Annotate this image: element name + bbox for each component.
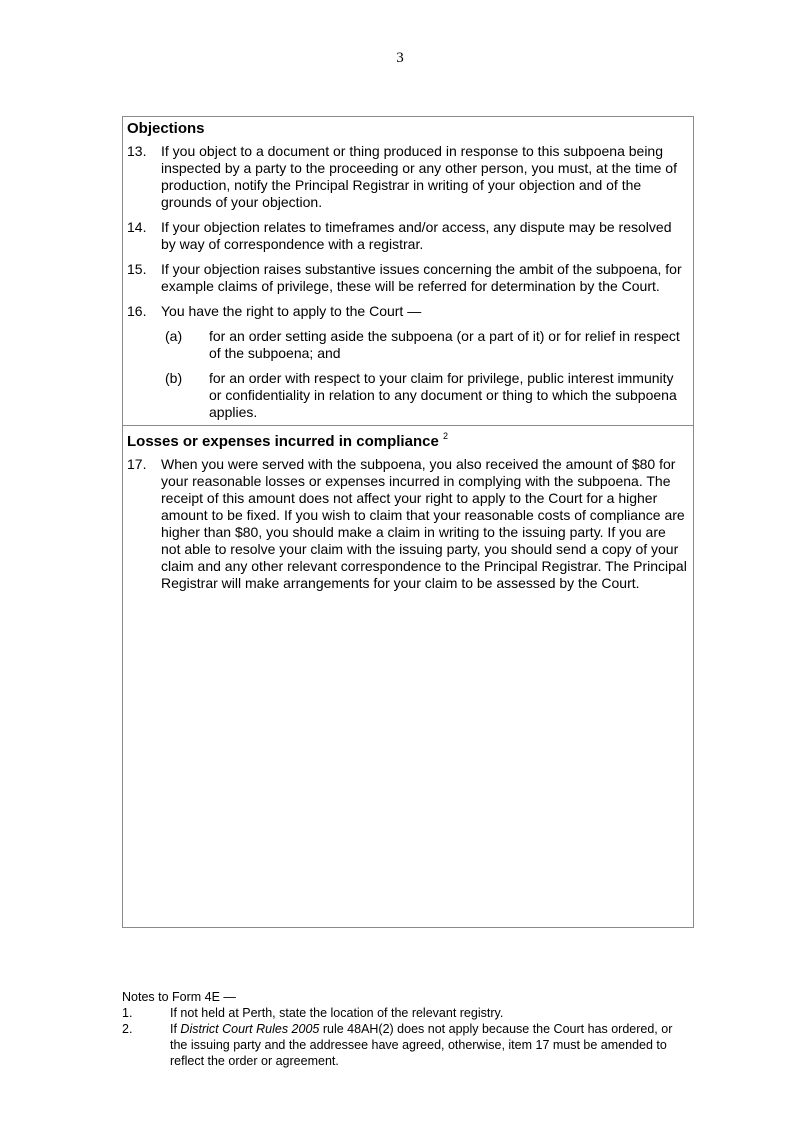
note-number: 1. [122, 1006, 133, 1020]
sub-item-text: for an order with respect to your claim for privilege, public interest immunity or confidentiality in relation to any document or thing to which the subpoena applies. [209, 370, 677, 420]
note-item [122, 1021, 692, 1069]
note-text: If not held at Perth, state the location of the relevant registry. [170, 1006, 504, 1020]
form-notes [122, 989, 692, 1069]
item-number: 15. [127, 261, 147, 277]
list-item [127, 303, 693, 421]
list-item [127, 261, 693, 295]
item-text: If your objection raises substantive issues concerning the ambit of the subpoena, for example claims of privilege, these will be referred for determination by the Court. [161, 261, 682, 294]
note-item [122, 1005, 692, 1021]
note-number: 2. [122, 1022, 133, 1036]
item-text: When you were served with the subpoena, you also received the amount of $80 for your reasonable losses or expenses incurred in complying with the subpoena. The receipt of this amount does not affect your right to apply to the Court for a higher amount to be fixed. If you wish to claim that your reasonable costs of compliance are higher than $80, you should make a claim in writing to the issuing party. If you are not able to resolve your claim with the issuing party, you should send a copy of your claim and any other relevant correspondence to the Principal Registrar. The Principal Registrar will make arrangements for your claim to be assessed by the Court. [161, 456, 687, 591]
sub-list-item [161, 370, 687, 421]
item-number: 16. [127, 303, 147, 319]
sub-item-letter: (a) [165, 328, 183, 344]
item-text: If you object to a document or thing produced in response to this subpoena being inspected by a party to the proceeding or any other person, you must, at the time of production, notify the Principal Registrar in writing of your objection and of the grounds of your objection. [161, 143, 677, 210]
note-text-start: If [170, 1022, 181, 1036]
objections-section [123, 117, 693, 426]
sub-item-letter: (b) [165, 370, 183, 386]
item-number: 13. [127, 143, 147, 159]
item-number: 14. [127, 219, 147, 235]
list-item [127, 219, 693, 253]
item-text: If your objection relates to timeframes and/or access, any dispute may be resolved by way of correspondence with a registrar. [161, 219, 672, 252]
footnote-ref: 2 [442, 431, 448, 441]
note-text [170, 1021, 692, 1069]
sub-item-text: for an order setting aside the subpoena (or a part of it) or for relief in respect of the subpoena; and [209, 328, 680, 361]
rules-citation: District Court Rules 2005 [180, 1022, 320, 1036]
notes-title: Notes to Form 4E — [122, 990, 236, 1004]
item-text: You have the right to apply to the Court — [161, 303, 422, 319]
losses-heading [127, 428, 693, 451]
list-item [127, 456, 693, 592]
item-number: 17. [127, 456, 147, 472]
subpoena-notes-box [122, 116, 694, 928]
losses-section [123, 426, 693, 592]
page-number: 3 [396, 50, 404, 66]
list-item [127, 143, 693, 211]
note-text-end: rule 48AH(2) does not apply because the Court has ordered, or the issuing party and the addressee have agreed, otherwise, item 17 must be amended to reflect the order or agreement. [170, 1022, 673, 1068]
objections-heading: Objections [127, 120, 205, 137]
item-body [161, 303, 693, 421]
sub-list-item [161, 328, 687, 362]
losses-heading-text: Losses or expenses incurred in compliance [127, 433, 439, 450]
